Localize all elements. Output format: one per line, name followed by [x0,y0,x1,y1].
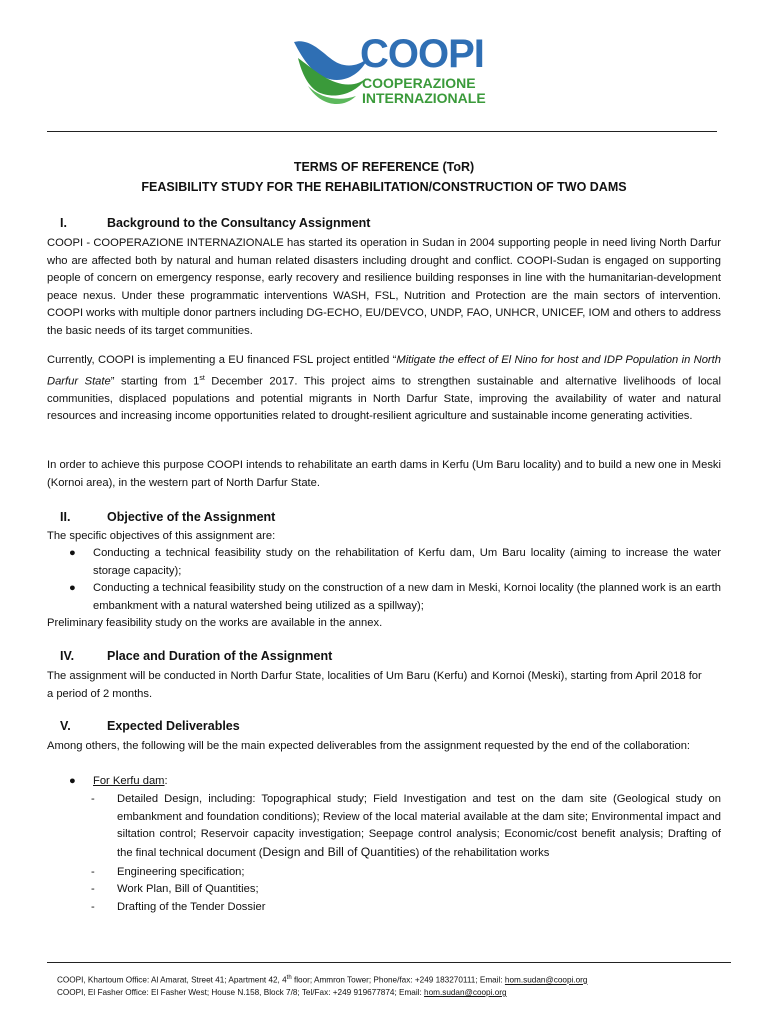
footer-divider [47,962,731,963]
logo-wordmark: COOPI [360,32,484,76]
list-item: ● For Kerfu dam: [47,773,721,791]
section-number: V. [60,719,71,733]
dash-icon: - [91,866,95,878]
section-number: IV. [60,649,75,663]
logo-subtitle-1: COOPERAZIONE [362,75,476,91]
dove-logo-icon [290,28,370,110]
section-heading-deliverables [47,719,240,733]
section-number: II. [60,510,71,524]
email-link[interactable]: hom.sudan@coopi.org [424,988,507,997]
project-title: Mitigate the effect of El Nino for host and IDP Population in North Darfur State [47,354,721,388]
deliverables-intro: Among others, the following will be the main expected deliverables from the assignment requested by the end of the collaboration: [47,740,691,752]
header-divider [47,131,717,132]
section-heading-objective [47,510,275,524]
list-item: ● Conducting a technical feasibility study on the rehabilitation of Kerfu dam, Um Baru locality (aiming to increase the water storage capacity); [69,547,721,577]
list-item: ● Conducting a technical feasibility study on the construction of a new dam in Meski, Kornoi locality (the planned work is an earth embankment with a natural watershed being utilized as a spillway); [69,582,721,612]
section-heading-place-duration [47,649,332,663]
section-title: Expected Deliverables [107,719,240,733]
dash-icon: - [91,901,95,913]
coopi-logo [290,28,500,110]
document-title: TERMS OF REFERENCE (ToR) [293,160,475,174]
dash-icon: - [91,793,95,805]
section-title: Background to the Consultancy Assignment [107,216,371,230]
list-item: - Engineering specification; [47,864,721,882]
section-title: Place and Duration of the Assignment [107,649,333,663]
email-link[interactable]: hom.sudan@coopi.org [504,975,588,985]
background-paragraph-3: In order to achieve this purpose COOPI intends to rehabilitate an earth dams in Kerfu (Um Baru locality) and to build a new one in Meski (Kornoi area), in the western part of North Darfur State. [47,459,721,489]
objective-intro: The specific objectives of this assignment are: [47,530,276,542]
objective-outro: Preliminary feasibility study on the works are available in the annex. [47,617,383,629]
kerfu-dam-label: For Kerfu dam [93,775,165,787]
bullet-icon: ● [69,775,76,787]
logo-subtitle-2: INTERNAZIONALE [362,90,486,106]
bullet-icon: ● [69,547,76,559]
list-item: - Work Plan, Bill of Quantities; [47,881,721,899]
background-paragraph-1: COOPI - COOPERAZIONE INTERNAZIONALE has started its operation in Sudan in 2004 supporting people in need living North Darfur who are affected both by natural and human related disasters including drought and conflict. COOPI-Sudan is engaged on supporting people of concern on emergency response, early recovery and resilience building responses in line with the humanitarian-development peace nexus. Under these programmatic interventions WASH, FSL, Nutrition and Protection are the main sectors of intervention. COOPI works with multiple donor partners including DG-ECHO, EU/DEVCO, UNDP, FAO, UNHCR, UNICEF, IOM and others to address the basic needs of its target communities. [47,237,721,337]
section-number: I. [60,216,67,230]
document-subtitle: FEASIBILITY STUDY FOR THE REHABILITATION/CONSTRUCTION OF TWO DAMS [141,180,627,194]
footer-khartoum-office: COOPI, Khartoum Office: Al Amarat, Street 41; Apartment 42, 4th floor; Ammron Tower; Phone/fax: +249 183270111; Email: hom.sudan@coopi.org [57,975,588,985]
section-heading-background [47,216,370,230]
list-item: - Drafting of the Tender Dossier [47,899,721,917]
section-title: Objective of the Assignment [107,510,276,524]
footer-elfasher-office: COOPI, El Fasher Office: El Fasher West; House N.158, Block 7/8; Tel/Fax: +249 919677874; Email: hom.sudan@coopi.org [57,988,507,997]
place-duration-paragraph: The assignment will be conducted in North Darfur State, localities of Um Baru (Kerfu) and Kornoi (Meski), starting from April 2018 for a period of 2 months. [47,670,702,700]
bullet-icon: ● [69,582,76,594]
background-paragraph-2: Currently, COOPI is implementing a EU financed FSL project entitled “Mitigate the effect of El Nino for host and IDP Population in North Darfur State” starting from 1st December 2017. This project aims to strengthen sustainable and alternative livelihoods of local communities, displaced populations and potential migrants in North Darfur State, improving the availability of water and natural resources and increasing income opportunities related to drought-resilient agriculture and sustainable income generating activities. [47,354,721,423]
list-item: - Detailed Design, including: Topographical study; Field Investigation and test on the dam site (Geological study on embankment and foundation conditions); Review of the local material available at the dam site; Environmental impact and siltation control; Reservoir capacity investigation; Seepage control analysis; Economic/cost benefit analysis; Drafting of the final technical document (Design and Bill of Quantities) of the rehabilitation works [91,793,721,859]
dash-icon: - [91,883,95,895]
